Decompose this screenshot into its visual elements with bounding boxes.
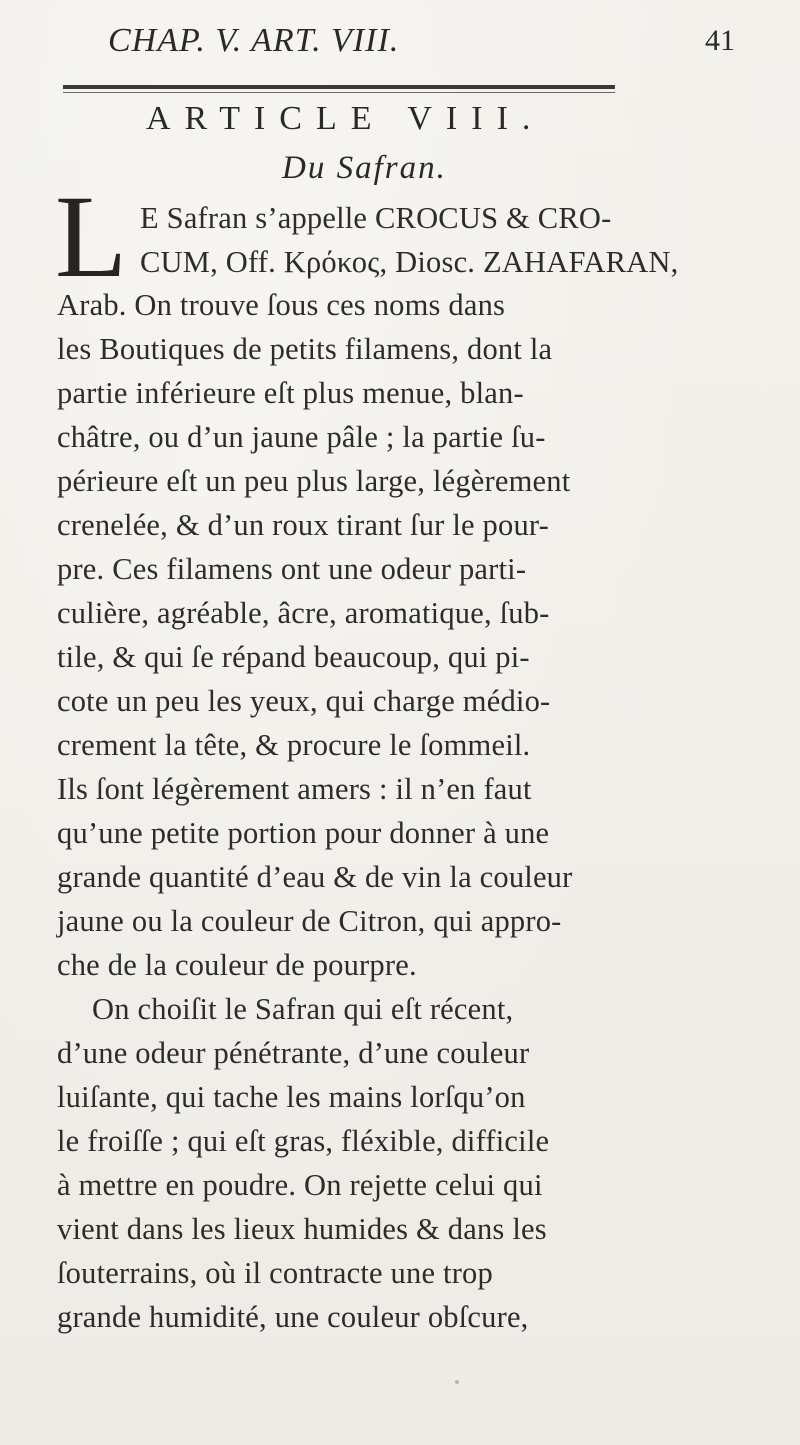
text-line: On choiſit le Safran qui eſt récent, <box>92 992 514 1026</box>
text-line: partie inférieure eſt plus menue, blan- <box>57 376 524 410</box>
text-line: luiſante, qui tache les mains lorſqu’on <box>57 1080 526 1114</box>
text-line: qu’une petite portion pour donner à une <box>57 816 550 850</box>
text-line: E Safran s’appelle CROCUS & CRO- <box>140 201 612 235</box>
page-number: 41 <box>705 24 735 57</box>
text-line: vient dans les lieux humides & dans les <box>57 1212 547 1246</box>
text-line: Arab. On trouve ſous ces noms dans <box>57 288 506 322</box>
text-line: jaune ou la couleur de Citron, qui appro- <box>57 904 562 938</box>
text-line: cote un peu les yeux, qui charge médio- <box>57 684 551 718</box>
text-line: tile, & qui ſe répand beaucoup, qui pi- <box>57 640 530 674</box>
text-line: che de la couleur de pourpre. <box>57 948 417 982</box>
text-line: le froiſſe ; qui eſt gras, fléxible, difficile <box>57 1124 550 1158</box>
text-line: ſouterrains, où il contracte une trop <box>57 1256 493 1290</box>
text-line: à mettre en poudre. On rejette celui qui <box>57 1168 543 1202</box>
text-line: Ils ſont légèrement amers : il n’en faut <box>57 772 532 806</box>
drop-cap: L <box>55 171 128 302</box>
text-line: les Boutiques de petits filamens, dont la <box>57 332 553 366</box>
article-heading: ARTICLE VIII. <box>146 100 545 137</box>
running-head: CHAP. V. ART. VIII. <box>108 22 400 59</box>
text-line: CUM, Off. Κρόκος, Diosc. ZAHAFARAN, <box>140 245 679 279</box>
article-subtitle: Du Safran. <box>282 150 447 186</box>
text-line: d’une odeur pénétrante, d’une couleur <box>57 1036 530 1070</box>
text-line: pre. Ces filamens ont une odeur parti- <box>57 552 527 586</box>
text-line: crement la tête, & procure le ſommeil. <box>57 728 531 762</box>
text-line: châtre, ou d’un jaune pâle ; la partie ſu- <box>57 420 546 454</box>
text-line: grande quantité d’eau & de vin la couleur <box>57 860 573 894</box>
text-line: crenelée, & d’un roux tirant ſur le pour- <box>57 508 550 542</box>
text-line: grande humidité, une couleur obſcure, <box>57 1300 529 1334</box>
text-line: culière, agréable, âcre, aromatique, ſub- <box>57 596 550 630</box>
text-line: périeure eſt un peu plus large, légèrement <box>57 464 571 498</box>
paper-speck <box>455 1380 459 1384</box>
